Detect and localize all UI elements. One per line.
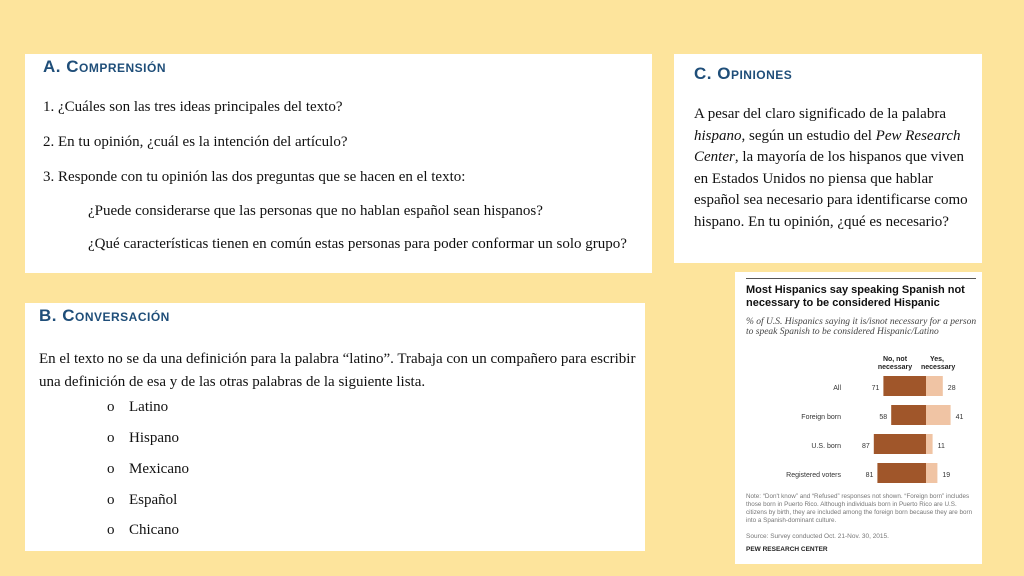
opiniones-text-3: , la mayoría de los hispanos que viven en Estados Unidos no piensa que hablar español sea necesario para identificarse como hispano. En tu opinión, ¿qué es necesario? xyxy=(694,149,968,230)
chart-org: PEW RESEARCH CENTER xyxy=(746,546,828,553)
bullet: o xyxy=(107,492,115,508)
opiniones-text-2: , según un estudio del xyxy=(741,127,876,144)
column-header-yes: Yes, necessary xyxy=(921,356,956,371)
category-label: U.S. born xyxy=(811,443,841,450)
opiniones-text-pew: Pew Research Center xyxy=(694,127,961,165)
question-3: 3. Responde con tu opinión las dos preguntas que se hacen en el texto: xyxy=(43,169,466,185)
question-3b: ¿Qué características tienen en común estas personas para poder conformar un solo grupo? xyxy=(88,236,627,252)
opiniones-card xyxy=(674,54,982,263)
category-label: Foreign born xyxy=(801,414,841,421)
data-label-yes: 11 xyxy=(937,443,945,450)
list-item xyxy=(107,399,168,416)
column-header-no: No, not necessary xyxy=(877,356,913,371)
conversacion-paragraph: En el texto no se da una definición para la palabra “latino”. Trabaja con un compañero para escribir una definición de esa y de las otras palabras de la siguiente lista. xyxy=(39,351,636,390)
bullet: o xyxy=(107,430,115,446)
bar-no-necessary xyxy=(874,434,926,454)
list-item-label: Hispano xyxy=(129,430,179,446)
list-item-label: Español xyxy=(129,492,178,508)
question-3a: ¿Puede considerarse que las personas que no hablan español sean hispanos? xyxy=(88,203,543,219)
list-item xyxy=(107,461,189,478)
bar-yes-necessary xyxy=(926,376,943,396)
opiniones-text-1: A pesar del claro significado de la palabra xyxy=(694,106,946,122)
bar-chart xyxy=(735,372,982,487)
data-label-no: 58 xyxy=(879,414,888,421)
chart-card xyxy=(735,272,982,564)
data-label-yes: 28 xyxy=(947,385,956,392)
chart-title: Most Hispanics say speaking Spanish not necessary to be considered Hispanic xyxy=(746,284,965,309)
list-item-label: Chicano xyxy=(129,522,179,538)
bar-no-necessary xyxy=(883,376,926,396)
data-label-no: 71 xyxy=(871,385,880,392)
data-label-yes: 19 xyxy=(942,472,951,479)
question-2: 2. En tu opinión, ¿cuál es la intención del artículo? xyxy=(43,134,348,150)
data-label-no: 87 xyxy=(862,443,870,450)
chart-top-rule xyxy=(746,278,976,279)
bar-yes-necessary xyxy=(926,434,933,454)
comprension-header: A. Comprensión xyxy=(43,57,167,76)
bar-yes-necessary xyxy=(926,463,937,483)
comprension-card xyxy=(25,54,652,273)
opiniones-text-hispano: hispano xyxy=(694,127,742,144)
bullet: o xyxy=(107,399,115,415)
bar-no-necessary xyxy=(877,463,926,483)
list-item xyxy=(107,522,179,539)
question-1: 1. ¿Cuáles son las tres ideas principales del texto? xyxy=(43,99,343,115)
bar-yes-necessary xyxy=(926,405,951,425)
opiniones-paragraph xyxy=(694,104,976,233)
bullet: o xyxy=(107,522,115,538)
category-label: Registered voters xyxy=(786,472,841,479)
category-label: All xyxy=(833,385,841,392)
data-label-yes: 41 xyxy=(955,414,964,421)
list-item-label: Latino xyxy=(129,399,169,415)
list-item-label: Mexicano xyxy=(129,461,189,477)
conversacion-header: B. Conversación xyxy=(39,306,170,325)
chart-footnote: Note: “Don't know” and “Refused” responses not shown. “Foreign born” includes those born in Puerto Rico. Although individuals born in Puerto Rico are U.S. citizens by birth, they are included among the foreign born because they are born into a Spanish-dominant culture. xyxy=(746,493,973,524)
bullet: o xyxy=(107,461,115,477)
data-label-no: 81 xyxy=(865,472,874,479)
chart-source: Source: Survey conducted Oct. 21-Nov. 30, 2015. xyxy=(746,533,889,540)
list-item xyxy=(107,430,179,447)
chart-subtitle: % of U.S. Hispanics saying it is/isnot necessary for a person to speak Spanish to be considered Hispanic/Latino xyxy=(746,317,977,337)
conversacion-card xyxy=(25,303,645,551)
list-item xyxy=(107,492,177,509)
opiniones-header: C. Opiniones xyxy=(694,64,793,83)
bar-no-necessary xyxy=(891,405,926,425)
